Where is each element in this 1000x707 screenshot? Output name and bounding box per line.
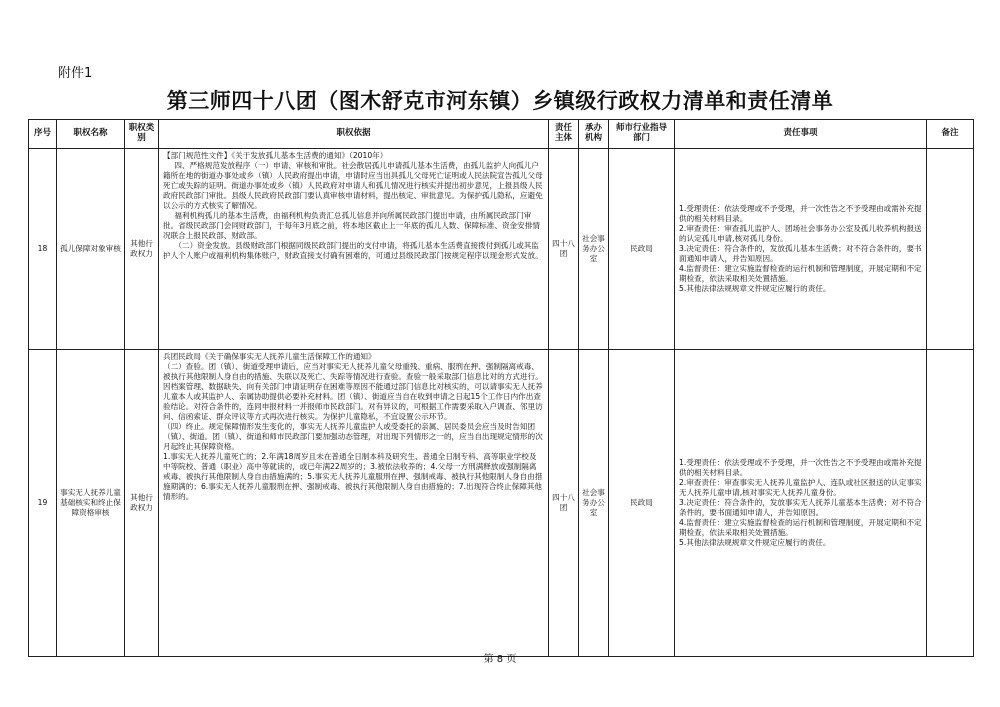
duty-item: 5.其他法律法规规章文件规定应履行的责任。 [679,538,831,548]
header-seq: 序号 [29,120,57,149]
duty-item: 3.决定责任：符合条件的，发放孤儿基本生活费；对不符合条件的，要书面通知申请人，并告知原因。 [679,243,922,263]
basis-paragraph: 【部门规范性文件】《关于发放孤儿基本生活费的通知》（2010年） [163,151,388,160]
cell-duties [675,350,927,657]
header-city-dept: 师市行业指导部门 [609,120,675,149]
basis-paragraph: 福利机构孤儿的基本生活费，由福利机构负责汇总孤儿信息并向所属民政部门提出申请，由所属民政部门审批。省级民政部门会同财政部门，于每年3月底之前，将本地区截止上一年底的孤儿人数、保障标准、资金安排情况联合上报民政部、财政部。 [163,211,540,241]
page-title: 第三师四十八团（图木舒克市河东镇）乡镇级行政权力清单和责任清单 [166,88,834,113]
header-basis: 职权依据 [159,120,549,149]
basis-paragraph: 1.事实无人抚养儿童死亡的；2.年满18周岁且未在普通全日制本科及研究生、普通全日制专科、高等职业学校及中等院校、普通（职业）高中等就读的，或已年满22周岁的；3.被依法收养的；4.父母一方刑满释放或强制隔离戒毒、被执行其他限制人身自由措施满的；5.事实无人抚养儿童服刑在押、强制戒毒、被执行其他限制人身自由措施期满的；6.事实无人抚养儿童服刑在押、强制戒毒、被执行其他限制人身自由措施的；7.出现符合终止保障其他情形的。 [163,452,543,502]
cell-note [927,350,974,657]
cell-duties [675,149,927,350]
cell-basis [159,149,549,350]
cell-city-dept: 民政局 [609,350,675,657]
duty-item: 4.监督责任：建立实施监督检查的运行机制和管理制度，开展定期和不定期检查，依法采取相关处置措施。 [679,264,922,284]
cell-name: 孤儿保障对象审核 [57,149,125,350]
cell-basis [159,350,549,657]
basis-paragraph: （四）终止。规定保障情形发生变化的，事实无人抚养儿童监护人或受委托的亲属、居民委员会应当及时告知团（镇）、街道。团（镇）、街道和师市民政部门要加强动态管理，对出现下列情形之一的，应当自出现规定情形的次月起终止其保障资格。 [163,422,543,452]
cell-seq: 18 [29,149,57,350]
duty-item: 1.受理责任：依法受理或不予受理，并一次性告之不予受理由或需补充提供的相关材料目录。 [679,203,922,223]
header-name: 职权名称 [57,120,125,149]
attachment-label: 附件1 [58,66,93,81]
table-row [29,149,974,350]
cell-category: 其他行政权力 [125,350,159,657]
cell-subject: 四十八团 [549,149,579,350]
basis-paragraph: 四、严格规范发放程序（一）申请、审核和审批。社会散居孤儿申请孤儿基本生活费，由孤儿监护人向孤儿户籍所在地的街道办事处或乡（镇）人民政府提出申请，申请时应当出具孤儿父母死亡证明或人民法院宣告孤儿父母死亡或失踪的证明。街道办事处或乡（镇）人民政府对申请人和孤儿情况进行核实并提出初步意见，上报县级人民政府民政部门审批。县级人民政府民政部门要认真审核申请材料，提出核定、审批意见。为保护孤儿隐私，应避免以公示的方式核实了解情况。 [163,161,543,211]
cell-subject: 四十八团 [549,350,579,657]
cell-city-dept: 民政局 [609,149,675,350]
duty-item: 4.监督责任：建立实施监督检查的运行机制和管理制度，开展定期和不定期检查，依法采取相关处置措施。 [679,518,922,538]
basis-paragraph: （二）资金发放。县级财政部门根据同级民政部门提出的支付申请，将孤儿基本生活费直接拨付到孤儿或其监护人个人账户或福利机构集体账户，财政直接支付确有困难的，可通过县级民政部门按规定程序以现金形式发放。 [163,241,543,261]
basis-paragraph: 兵团民政局《关于确保事实无人抚养儿童生活保障工作的通知》 [163,352,376,361]
basis-paragraph: （二）查验。团（镇）、街道受理申请后，应当对事实无人抚养儿童父母重残、重病、服刑在押、强制隔离戒毒、被执行其他限制人身自由的措施、失联以及死亡、失踪等情况进行查验。查验一般采取部门信息比对的方式进行。因档案管理、数据缺失、向有关部门申请证明存在困难等原因不能通过部门信息比对核实的，可以请事实无人抚养儿童本人或其监护人、亲属协助提供必要补充材料。团（镇）、街道应当自在收到申请之日起15个工作日内作出查验结论。对符合条件的，连同申报材料一并报师市民政部门。对有异议的，可根据工作需要采取入户调查、邻里访问、信函索证、群众评议等方式再次进行核实。为保护儿童隐私，不宜设置公示环节。 [163,362,543,422]
cell-org: 社会事务办公室 [579,350,609,657]
cell-name: 事实无人抚养儿童基础核实和终止保障资格审核 [57,350,125,657]
cell-category: 其他行政权力 [125,149,159,350]
header-category: 职权类别 [125,120,159,149]
header-duties: 责任事项 [675,120,927,149]
cell-note [927,149,974,350]
duty-item: 1.受理责任：依法受理或不予受理，并一次性告之不予受理由或需补充提供的相关材料目录。 [679,457,922,477]
page-number: 第 8 页 [483,654,517,665]
duty-item: 2.审查责任：审查事实无人抚养儿童监护人、连队或社区报送的认定事实无人抚养儿童申请,核对事实无人抚养儿童身份。 [679,477,922,497]
duty-item: 3.决定责任：符合条件的，发放事实无人抚养儿童基本生活费；对不符合条件的，要书面通知申请人，并告知原因。 [679,497,922,517]
header-note: 备注 [927,120,974,149]
table-header-row [29,120,974,149]
table-row [29,350,974,657]
duty-item: 2.审查责任：审查孤儿监护人、团场社会事务办公室及孤儿收养机构报送的认定孤儿申请,核对孤儿身份。 [679,223,922,243]
duty-item: 5.其他法律法规规章文件规定应履行的责任。 [679,284,831,294]
header-subject: 责任主体 [549,120,579,149]
header-org: 承办机构 [579,120,609,149]
power-list-table [28,119,974,657]
cell-seq: 19 [29,350,57,657]
cell-org: 社会事务办公室 [579,149,609,350]
